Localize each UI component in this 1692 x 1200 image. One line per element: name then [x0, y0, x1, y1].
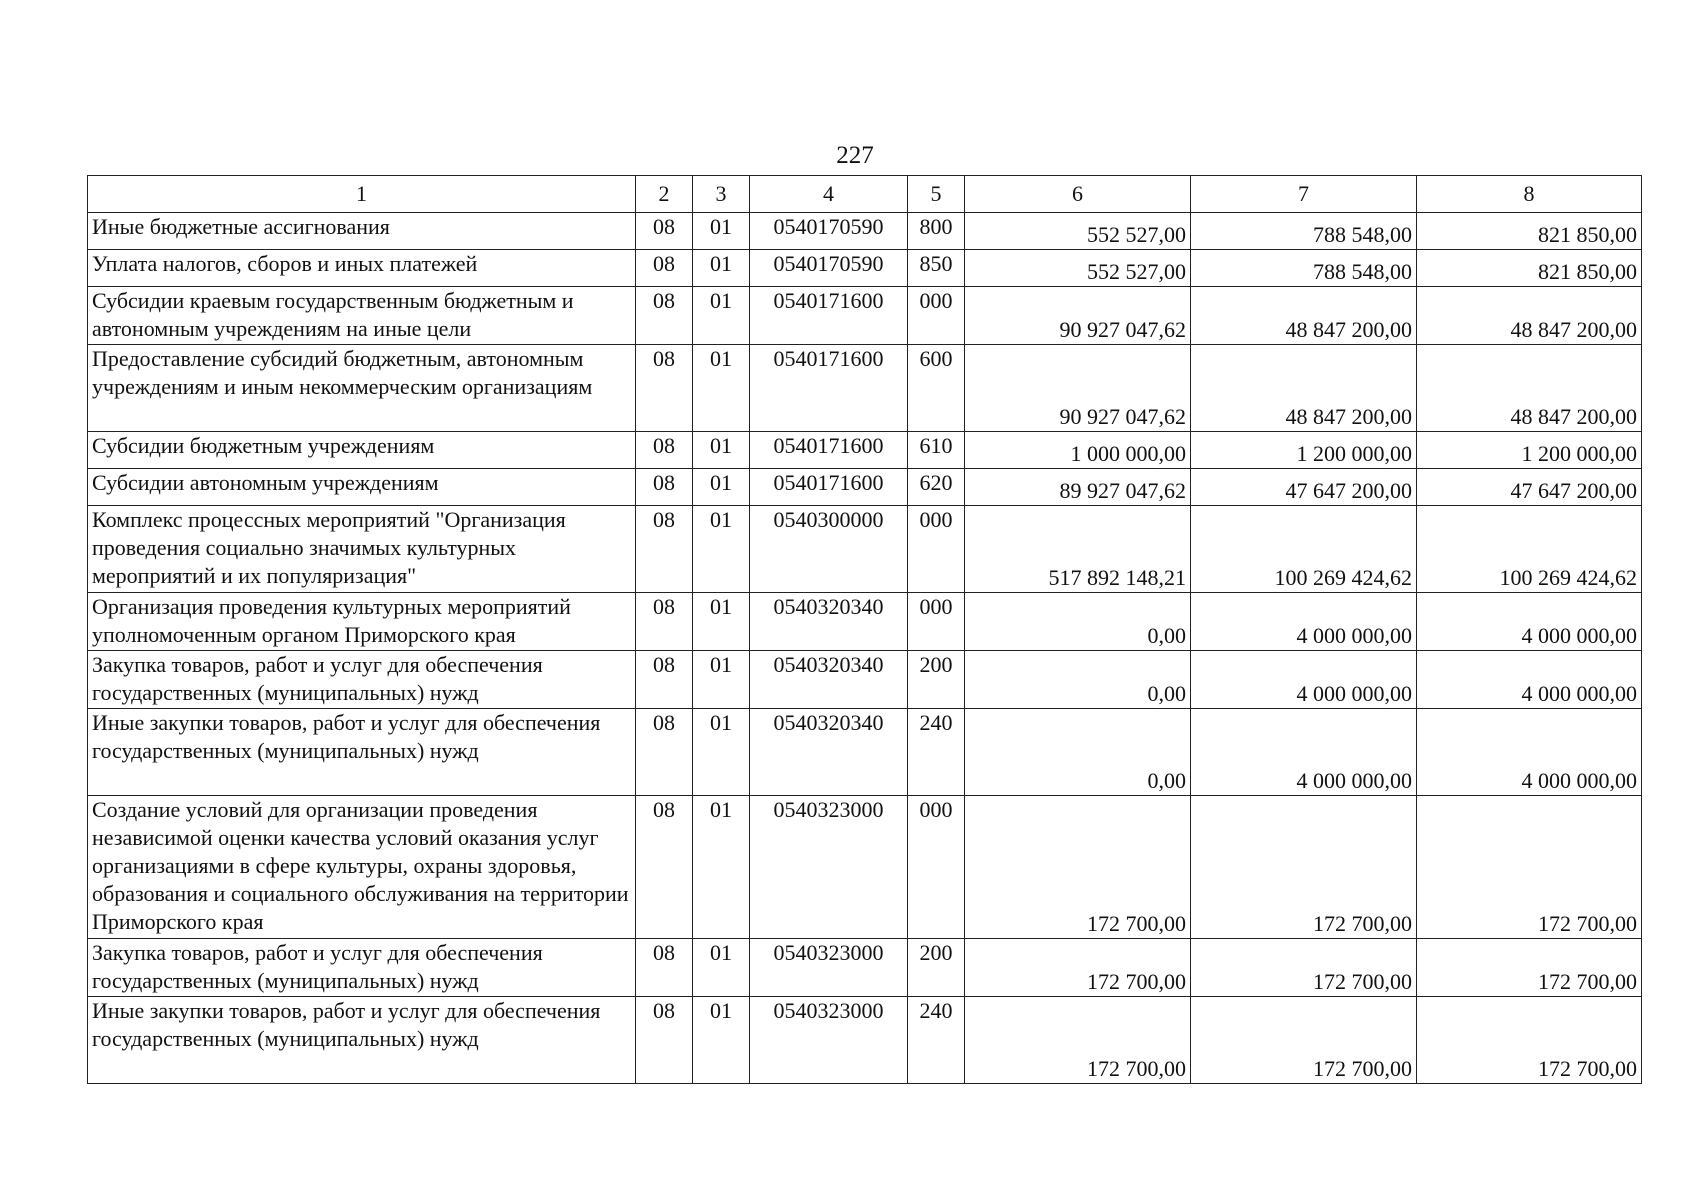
row-expense-type: 240 [908, 997, 965, 1084]
column-header: 1 [88, 176, 636, 213]
row-amount-col7: 47 647 200,00 [1191, 469, 1417, 506]
row-target-article: 0540171600 [750, 469, 908, 506]
row-section: 08 [636, 345, 693, 432]
budget-table [87, 175, 1642, 1084]
row-subsection: 01 [693, 651, 750, 709]
row-expense-type: 600 [908, 345, 965, 432]
row-amount-col7: 172 700,00 [1191, 997, 1417, 1084]
table-row [88, 651, 1642, 709]
row-subsection: 01 [693, 939, 750, 997]
row-section: 08 [636, 997, 693, 1084]
row-amount-col8: 821 850,00 [1417, 213, 1642, 250]
row-section: 08 [636, 709, 693, 796]
table-row [88, 213, 1642, 250]
row-amount-col8: 4 000 000,00 [1417, 651, 1642, 709]
row-amount-col7: 4 000 000,00 [1191, 593, 1417, 651]
table-row [88, 939, 1642, 997]
row-amount-col7: 100 269 424,62 [1191, 506, 1417, 593]
row-expense-type: 000 [908, 506, 965, 593]
row-subsection: 01 [693, 997, 750, 1084]
table-row [88, 432, 1642, 469]
table-body [88, 213, 1642, 1084]
row-name: Организация проведения культурных мероприятий уполномоченным органом Приморского края [88, 593, 636, 651]
row-expense-type: 620 [908, 469, 965, 506]
row-target-article: 0540171600 [750, 432, 908, 469]
row-expense-type: 240 [908, 709, 965, 796]
row-expense-type: 610 [908, 432, 965, 469]
table-row [88, 345, 1642, 432]
column-header: 3 [693, 176, 750, 213]
row-amount-col6: 0,00 [965, 709, 1191, 796]
row-name: Субсидии краевым государственным бюджетным и автономным учреждениям на иные цели [88, 287, 636, 345]
row-amount-col7: 4 000 000,00 [1191, 651, 1417, 709]
row-section: 08 [636, 796, 693, 939]
row-amount-col7: 788 548,00 [1191, 213, 1417, 250]
row-expense-type: 200 [908, 939, 965, 997]
row-amount-col7: 4 000 000,00 [1191, 709, 1417, 796]
row-target-article: 0540170590 [750, 213, 908, 250]
row-section: 08 [636, 593, 693, 651]
column-header: 4 [750, 176, 908, 213]
table-row [88, 796, 1642, 939]
row-subsection: 01 [693, 469, 750, 506]
row-amount-col7: 48 847 200,00 [1191, 287, 1417, 345]
row-section: 08 [636, 287, 693, 345]
row-amount-col6: 0,00 [965, 593, 1191, 651]
row-amount-col8: 47 647 200,00 [1417, 469, 1642, 506]
row-amount-col8: 821 850,00 [1417, 250, 1642, 287]
table-row [88, 709, 1642, 796]
row-target-article: 0540320340 [750, 709, 908, 796]
row-amount-col6: 552 527,00 [965, 213, 1191, 250]
row-name: Предоставление субсидий бюджетным, автономным учреждениям и иным некоммерческим организациям [88, 345, 636, 432]
row-amount-col7: 1 200 000,00 [1191, 432, 1417, 469]
row-amount-col6: 1 000 000,00 [965, 432, 1191, 469]
row-target-article: 0540171600 [750, 345, 908, 432]
row-expense-type: 850 [908, 250, 965, 287]
row-subsection: 01 [693, 287, 750, 345]
row-expense-type: 200 [908, 651, 965, 709]
row-section: 08 [636, 939, 693, 997]
column-header: 6 [965, 176, 1191, 213]
row-amount-col6: 0,00 [965, 651, 1191, 709]
row-subsection: 01 [693, 593, 750, 651]
row-name: Комплекс процессных мероприятий "Организация проведения социально значимых культурных мероприятий и их популяризация" [88, 506, 636, 593]
column-header: 7 [1191, 176, 1417, 213]
table-header-row [88, 176, 1642, 213]
row-name: Закупка товаров, работ и услуг для обеспечения государственных (муниципальных) нужд [88, 651, 636, 709]
row-section: 08 [636, 506, 693, 593]
row-amount-col8: 172 700,00 [1417, 939, 1642, 997]
column-header: 8 [1417, 176, 1642, 213]
table-row [88, 997, 1642, 1084]
row-target-article: 0540323000 [750, 939, 908, 997]
row-amount-col8: 172 700,00 [1417, 997, 1642, 1084]
row-name: Иные закупки товаров, работ и услуг для обеспечения государственных (муниципальных) нужд [88, 997, 636, 1084]
row-section: 08 [636, 469, 693, 506]
row-name: Субсидии бюджетным учреждениям [88, 432, 636, 469]
row-amount-col6: 172 700,00 [965, 796, 1191, 939]
row-amount-col7: 172 700,00 [1191, 796, 1417, 939]
table-row [88, 506, 1642, 593]
row-amount-col8: 4 000 000,00 [1417, 593, 1642, 651]
row-subsection: 01 [693, 432, 750, 469]
row-subsection: 01 [693, 796, 750, 939]
row-expense-type: 800 [908, 213, 965, 250]
row-name: Создание условий для организации проведения независимой оценки качества условий оказания услуг организациями в сфере культуры, охраны здоровья, образования и социального обслуживания на территории Приморского края [88, 796, 636, 939]
row-target-article: 0540171600 [750, 287, 908, 345]
row-name: Субсидии автономным учреждениям [88, 469, 636, 506]
row-section: 08 [636, 250, 693, 287]
row-amount-col6: 89 927 047,62 [965, 469, 1191, 506]
row-subsection: 01 [693, 709, 750, 796]
row-amount-col8: 4 000 000,00 [1417, 709, 1642, 796]
row-expense-type: 000 [908, 593, 965, 651]
row-amount-col7: 172 700,00 [1191, 939, 1417, 997]
row-amount-col8: 48 847 200,00 [1417, 287, 1642, 345]
row-amount-col6: 552 527,00 [965, 250, 1191, 287]
table-row [88, 469, 1642, 506]
row-amount-col6: 90 927 047,62 [965, 345, 1191, 432]
row-amount-col6: 172 700,00 [965, 939, 1191, 997]
row-target-article: 0540300000 [750, 506, 908, 593]
row-name: Уплата налогов, сборов и иных платежей [88, 250, 636, 287]
row-section: 08 [636, 432, 693, 469]
row-amount-col8: 100 269 424,62 [1417, 506, 1642, 593]
row-expense-type: 000 [908, 287, 965, 345]
table-row [88, 250, 1642, 287]
row-target-article: 0540170590 [750, 250, 908, 287]
row-target-article: 0540320340 [750, 593, 908, 651]
row-amount-col8: 1 200 000,00 [1417, 432, 1642, 469]
column-header: 5 [908, 176, 965, 213]
row-section: 08 [636, 651, 693, 709]
row-name: Иные бюджетные ассигнования [88, 213, 636, 250]
row-amount-col6: 172 700,00 [965, 997, 1191, 1084]
row-target-article: 0540320340 [750, 651, 908, 709]
row-name: Закупка товаров, работ и услуг для обеспечения государственных (муниципальных) нужд [88, 939, 636, 997]
row-amount-col7: 788 548,00 [1191, 250, 1417, 287]
row-target-article: 0540323000 [750, 997, 908, 1084]
row-target-article: 0540323000 [750, 796, 908, 939]
row-amount-col8: 172 700,00 [1417, 796, 1642, 939]
column-header: 2 [636, 176, 693, 213]
row-amount-col6: 517 892 148,21 [965, 506, 1191, 593]
row-amount-col7: 48 847 200,00 [1191, 345, 1417, 432]
row-subsection: 01 [693, 506, 750, 593]
row-subsection: 01 [693, 250, 750, 287]
table-row [88, 287, 1642, 345]
row-subsection: 01 [693, 213, 750, 250]
table-row [88, 593, 1642, 651]
row-amount-col8: 48 847 200,00 [1417, 345, 1642, 432]
row-name: Иные закупки товаров, работ и услуг для обеспечения государственных (муниципальных) нужд [88, 709, 636, 796]
row-section: 08 [636, 213, 693, 250]
row-subsection: 01 [693, 345, 750, 432]
page-number: 227 [836, 142, 874, 169]
row-amount-col6: 90 927 047,62 [965, 287, 1191, 345]
row-expense-type: 000 [908, 796, 965, 939]
